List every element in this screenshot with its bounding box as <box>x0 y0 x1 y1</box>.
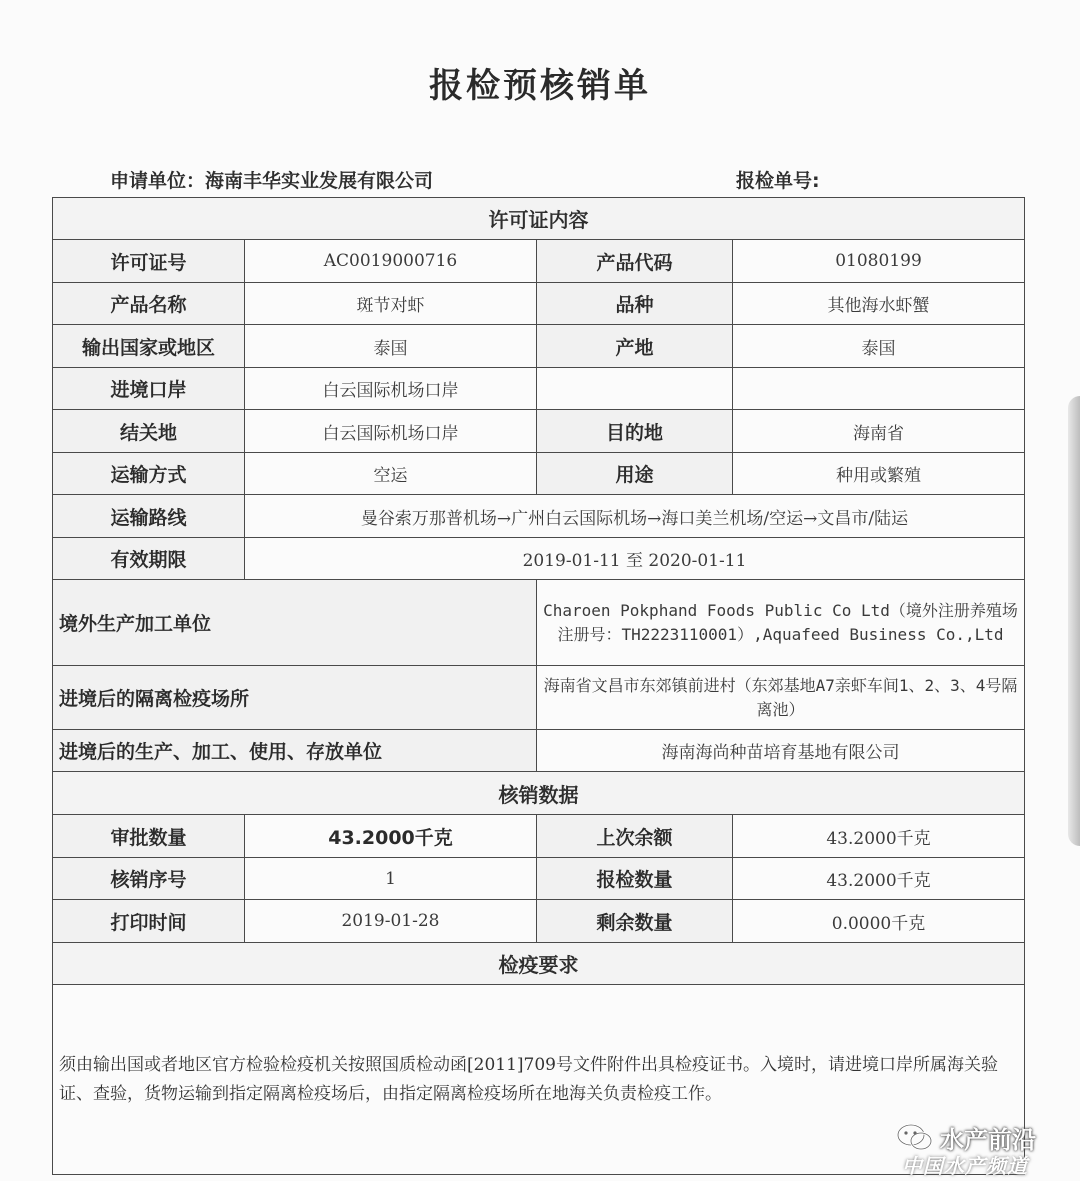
storage-unit-value: 海南海尚种苗培育基地有限公司 <box>537 730 1025 772</box>
origin-value: 泰国 <box>733 325 1025 368</box>
route-label: 运输路线 <box>53 495 245 538</box>
variety-value: 其他海水虾蟹 <box>733 283 1025 325</box>
entry-port-label: 进境口岸 <box>53 368 245 410</box>
empty-cell <box>733 368 1025 410</box>
storage-unit-label: 进境后的生产、加工、使用、存放单位 <box>53 730 537 772</box>
report-number-label: 报检单号: <box>736 170 820 192</box>
applicant-unit: 申请单位：海南丰华实业发展有限公司 <box>110 170 434 192</box>
origin-label: 产地 <box>537 325 733 368</box>
section-quarantine-requirements: 检疫要求 <box>53 943 1025 985</box>
product-code-value: 01080199 <box>733 240 1025 283</box>
customs-value: 白云国际机场口岸 <box>245 410 537 453</box>
report-qty-value: 43.2000千克 <box>733 858 1025 900</box>
writeoff-seq-value: 1 <box>245 858 537 900</box>
transport-value: 空运 <box>245 453 537 495</box>
variety-label: 品种 <box>537 283 733 325</box>
last-balance-label: 上次余额 <box>537 815 733 858</box>
product-name-value: 斑节对虾 <box>245 283 537 325</box>
device-edge <box>1068 396 1080 846</box>
origin-country-label: 输出国家或地区 <box>53 325 245 368</box>
customs-label: 结关地 <box>53 410 245 453</box>
watermark-channel-name: 中国水产频道 <box>902 1154 1028 1178</box>
producer-value: Charoen Pokphand Foods Public Co Ltd（境外注册养殖场注册号：TH2223110001）,Aquafeed Business Co.,Ltd <box>537 580 1025 666</box>
page-title: 报检预核销单 <box>429 66 651 106</box>
isolation-site-value: 海南省文昌市东郊镇前进村（东郊基地A7亲虾车间1、2、3、4号隔离池） <box>537 666 1025 730</box>
usage-value: 种用或繁殖 <box>733 453 1025 495</box>
product-name-label: 产品名称 <box>53 283 245 325</box>
isolation-site-label: 进境后的隔离检疫场所 <box>53 666 537 730</box>
watermark-account-name: 水产前沿 <box>940 1126 1036 1154</box>
print-time-value: 2019-01-28 <box>245 900 537 943</box>
quarantine-requirement-text: 须由输出国或者地区官方检验检疫机关按照国质检动函[2011]709号文件附件出具检疫证书。入境时，请进境口岸所属海关验证、查验，货物运输到指定隔离检疫场后，由指定隔离检疫场所在地海关负责检疫工作。 <box>53 985 1025 1175</box>
writeoff-seq-label: 核销序号 <box>53 858 245 900</box>
usage-label: 用途 <box>537 453 733 495</box>
permit-no-value: AC0019000716 <box>245 240 537 283</box>
wechat-icon <box>896 1122 934 1152</box>
origin-country-value: 泰国 <box>245 325 537 368</box>
product-code-label: 产品代码 <box>537 240 733 283</box>
destination-value: 海南省 <box>733 410 1025 453</box>
form-table <box>52 197 1025 1175</box>
destination-label: 目的地 <box>537 410 733 453</box>
remaining-qty-label: 剩余数量 <box>537 900 733 943</box>
remaining-qty-value: 0.0000千克 <box>733 900 1025 943</box>
route-value: 曼谷索万那普机场→广州白云国际机场→海口美兰机场/空运→文昌市/陆运 <box>245 495 1025 538</box>
print-time-label: 打印时间 <box>53 900 245 943</box>
producer-label: 境外生产加工单位 <box>53 580 537 666</box>
entry-port-value: 白云国际机场口岸 <box>245 368 537 410</box>
watermark <box>896 1118 1056 1178</box>
approved-qty-label: 审批数量 <box>53 815 245 858</box>
empty-cell <box>537 368 733 410</box>
permit-no-label: 许可证号 <box>53 240 245 283</box>
transport-label: 运输方式 <box>53 453 245 495</box>
validity-label: 有效期限 <box>53 538 245 580</box>
report-qty-label: 报检数量 <box>537 858 733 900</box>
validity-value: 2019-01-11 至 2020-01-11 <box>245 538 1025 580</box>
section-writeoff-data: 核销数据 <box>53 772 1025 815</box>
last-balance-value: 43.2000千克 <box>733 815 1025 858</box>
section-license-content: 许可证内容 <box>53 198 1025 240</box>
approved-qty-value: 43.2000千克 <box>245 815 537 858</box>
